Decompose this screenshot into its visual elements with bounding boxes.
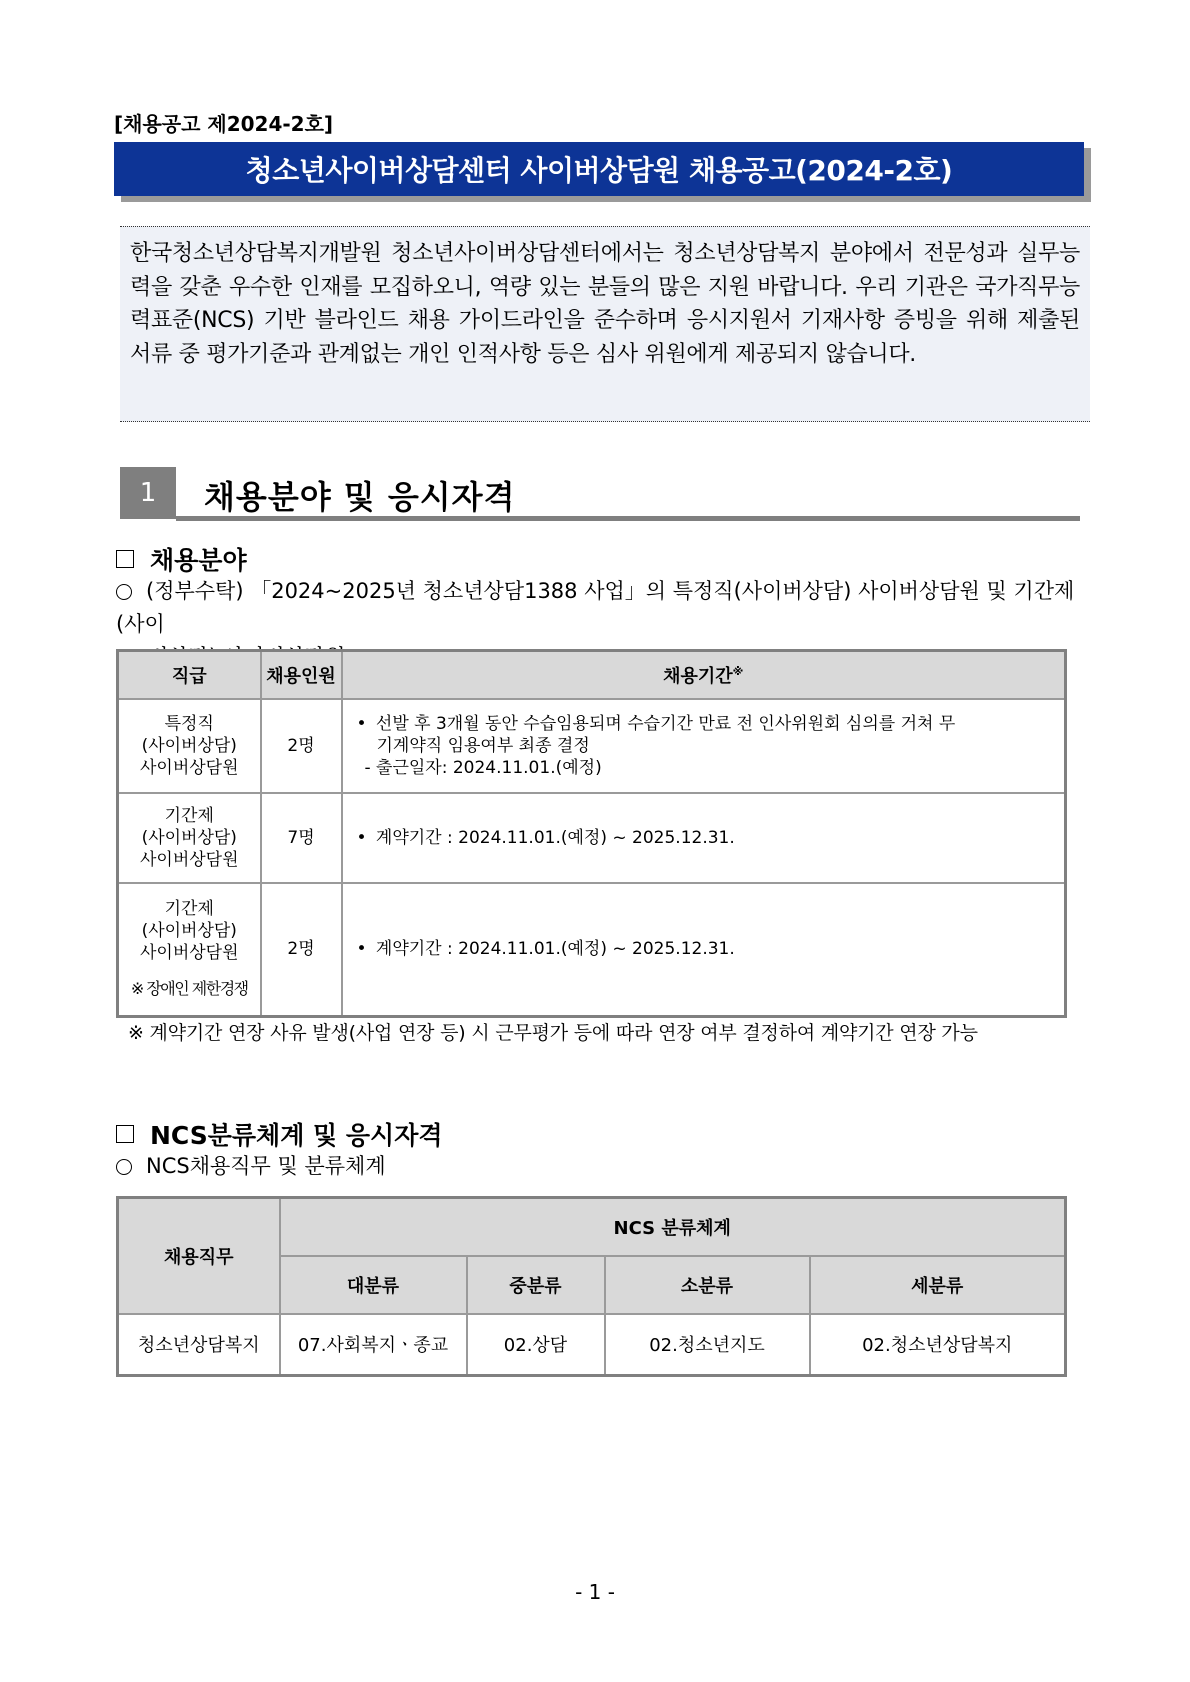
period-cell <box>342 699 1066 793</box>
period-text: 선발 후 3개월 동안 수습임용되며 수습기간 만료 전 인사위원회 심의를 거쳐 무 <box>375 714 956 734</box>
recruit-field-line1: (정부수탁) 「2024~2025년 청소년상담1388 사업」의 특정직(사이버상담) 사이버상담원 및 기간제(사이 <box>116 579 1075 636</box>
rank-cell <box>118 793 261 883</box>
header-period <box>342 651 1066 700</box>
notice-number: [채용공고 제2024-2호] <box>114 112 334 136</box>
header-period-text: 채용기간 <box>663 666 733 687</box>
rank-line: 사이버상담원 <box>139 943 239 964</box>
recruit-field-heading-text: 채용분야 <box>150 546 247 575</box>
section-number: 1 <box>120 467 176 519</box>
ncs-table <box>116 1196 1067 1377</box>
period-text: 계약기간 : 2024.11.01.(예정) ~ 2025.12.31. <box>375 939 735 960</box>
section-title: 채용분야 및 응시자격 <box>204 478 516 516</box>
bullet-dot-icon: • <box>356 939 367 960</box>
ncs-job-cell: 청소년상담복지 <box>118 1314 280 1376</box>
rank-line: 기간제 <box>164 806 214 826</box>
period-cell <box>342 883 1066 1016</box>
ncs-sub-header: 대분류 <box>280 1256 467 1314</box>
ncs-sub-header: 중분류 <box>467 1256 605 1314</box>
ncs-detail-cell: 02.청소년상담복지 <box>810 1314 1066 1376</box>
ncs-group-header: NCS 분류체계 <box>280 1198 1066 1256</box>
rank-line: 사이버상담원 <box>139 850 239 870</box>
ncs-sub-header: 세분류 <box>810 1256 1066 1314</box>
table-row <box>118 883 1066 1016</box>
page-title: 청소년사이버상담센터 사이버상담원 채용공고(2024-2호) <box>114 142 1084 196</box>
circle-bullet-icon <box>116 584 132 600</box>
bullet-dot-icon: • <box>356 714 367 734</box>
period-text-cont: 기계약직 임용여부 최종 결정 <box>376 736 590 756</box>
ncs-heading <box>116 1116 443 1152</box>
rank-line: 특정직 <box>164 714 214 734</box>
ncs-minor-cell: 02.청소년지도 <box>605 1314 810 1376</box>
circle-bullet-icon <box>116 1159 132 1175</box>
checkbox-square-icon <box>116 550 134 568</box>
rank-cell <box>118 699 261 793</box>
rank-line: (사이버상담) <box>141 828 237 848</box>
rank-cell <box>118 883 261 1016</box>
intro-text: 한국청소년상담복지개발원 청소년사이버상담센터에서는 청소년상담복지 분야에서 전문성과 실무능력을 갖춘 우수한 인재를 모집하오니, 역량 있는 분들의 많은 지원 바랍니다. 우리 기관은 국가직무능력표준(NCS) 기반 블라인드 채용 가이드라인을 준수하며 응시지원서 기재사항 증빙을 위해 제출된 서류 중 평가기준과 관계없는 개인 인적사항 등은 심사 위원에게 제공되지 않습니다. <box>130 241 1080 367</box>
count-cell: 7명 <box>261 793 342 883</box>
checkbox-square-icon <box>116 1125 134 1143</box>
recruit-table <box>116 649 1067 1018</box>
ncs-col-job: 채용직무 <box>118 1198 280 1314</box>
period-subtext: - 출근일자: 2024.11.01.(예정) <box>364 758 602 778</box>
bullet-dot-icon: • <box>356 828 367 848</box>
table-row <box>118 1314 1066 1376</box>
rank-line: (사이버상담) <box>141 921 237 942</box>
table-row <box>118 699 1066 793</box>
count-cell: 2명 <box>261 883 342 1016</box>
ncs-major-cell: 07.사회복지ㆍ종교 <box>280 1314 467 1376</box>
recruit-field-heading <box>116 541 247 577</box>
rank-line: 기간제 <box>164 899 214 920</box>
rank-line: (사이버상담) <box>141 736 237 756</box>
ncs-bullet <box>116 1150 386 1183</box>
rank-note: ※ 장애인 제한경쟁 <box>130 979 248 999</box>
table-row <box>118 793 1066 883</box>
header-count: 채용인원 <box>261 651 342 700</box>
rank-line: 사이버상담원 <box>139 758 239 778</box>
header-period-mark: ※ <box>732 665 744 678</box>
ncs-bullet-text: NCS채용직무 및 분류체계 <box>146 1154 386 1178</box>
ncs-heading-text: NCS분류체계 및 응시자격 <box>150 1121 443 1150</box>
header-rank: 직급 <box>118 651 261 700</box>
section-underline <box>176 516 1080 521</box>
ncs-sub-header: 소분류 <box>605 1256 810 1314</box>
period-cell <box>342 793 1066 883</box>
count-cell: 2명 <box>261 699 342 793</box>
period-text: 계약기간 : 2024.11.01.(예정) ~ 2025.12.31. <box>375 828 735 848</box>
page-number: - 1 - <box>575 1580 615 1604</box>
intro-box <box>120 226 1090 422</box>
ncs-middle-cell: 02.상담 <box>467 1314 605 1376</box>
recruit-footnote: ※ 계약기간 연장 사유 발생(사업 연장 등) 시 근무평가 등에 따라 연장 여부 결정하여 계약기간 연장 가능 <box>128 1022 978 1044</box>
